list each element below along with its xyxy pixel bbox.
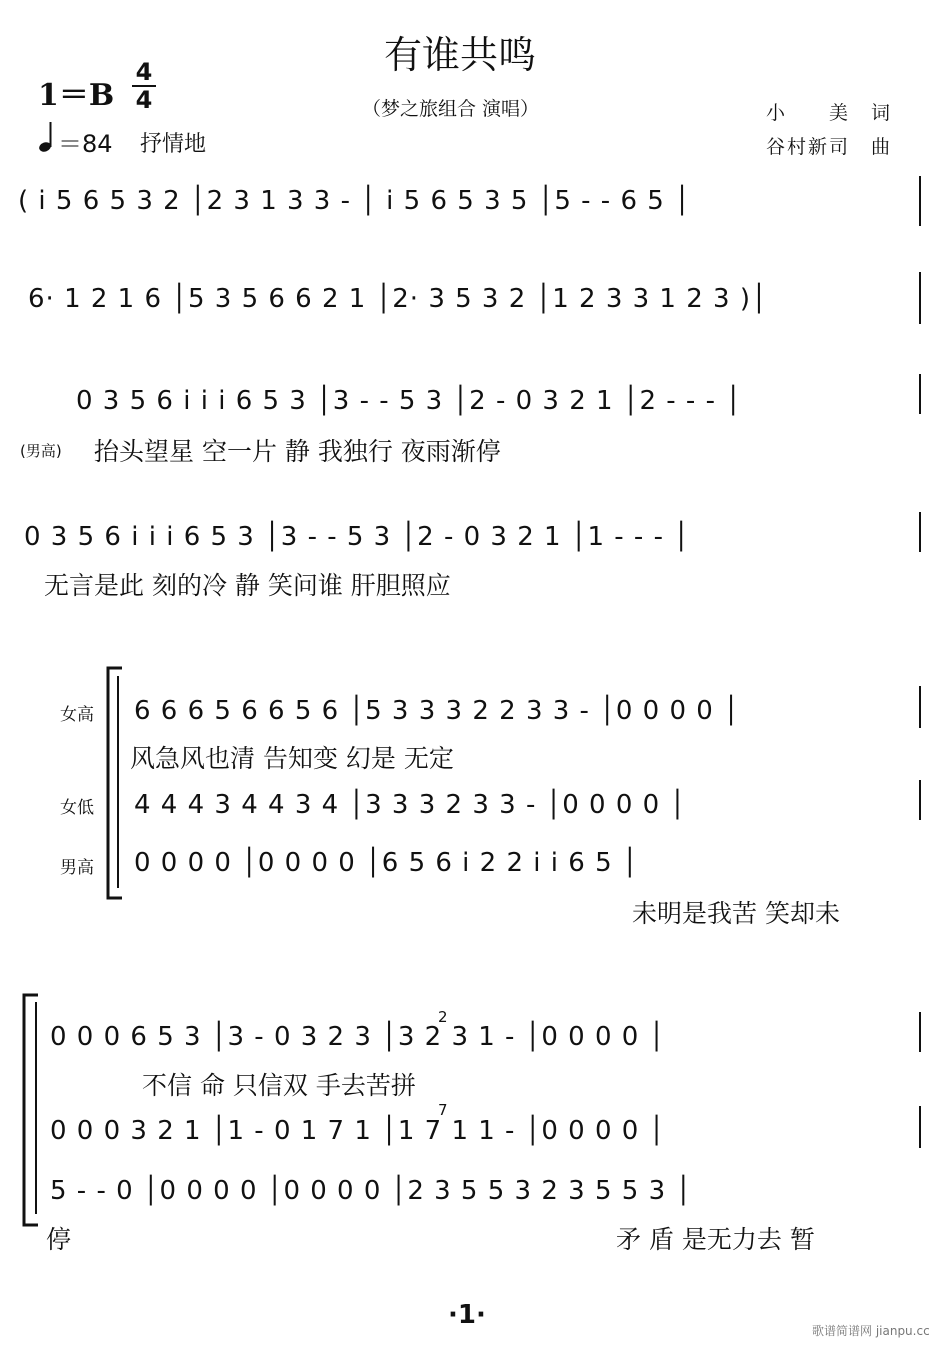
verse1-lyrics: 抬头望星 空一片 静 我独行 夜雨渐停 bbox=[94, 437, 501, 466]
watermark: 歌谱简谱网 jianpu.cc bbox=[812, 1324, 930, 1338]
verse1-part-label: (男高) bbox=[20, 442, 62, 460]
system2-alto-notes: 0 0 0 3 2 1 │1 - 0 1 7 1 │1 7 1 1 - │0 0 0 0 │ bbox=[50, 1116, 666, 1146]
key-signature: 1＝B bbox=[38, 78, 115, 113]
system2-tenor-lyrics-left: 停 bbox=[46, 1225, 72, 1254]
verse2-notes: 0 3 5 6 i i i 6 5 3 │3 - - 5 3 │2 - 0 3 2 1 │1 - - - │ bbox=[24, 522, 690, 552]
intro-line-1: ( i 5 6 5 3 2 │2 3 1 3 3 - │ i 5 6 5 3 5 │5 - - 6 5 │ bbox=[18, 186, 691, 216]
expression-marking: 抒情地 bbox=[140, 132, 207, 157]
time-signature bbox=[132, 60, 156, 112]
system1-tenor-lyrics: 未明是我苦 笑却未 bbox=[632, 899, 840, 928]
intro-line-2: 6· 1 2 1 6 │5 3 5 6 6 2 1 │2· 3 5 3 2 │1 2 3 3 1 2 3 )│ bbox=[28, 284, 768, 314]
tempo-marking: ＝84 bbox=[58, 130, 113, 158]
system2-soprano-notes: 0 0 0 6 5 3 │3 - 0 3 2 3 │3 2 3 1 - │0 0 0 0 │ bbox=[50, 1022, 666, 1052]
soprano-label: 女高 bbox=[60, 705, 94, 725]
system2-tenor-lyrics-right: 矛 盾 是无力去 暂 bbox=[616, 1225, 815, 1254]
grace-note-2: 7 bbox=[438, 1101, 448, 1119]
quarter-note-icon bbox=[38, 120, 58, 158]
alto-label: 女低 bbox=[60, 798, 94, 818]
lyricist-credit: 小 美 词 bbox=[766, 102, 893, 124]
page-number: ·1· bbox=[448, 1300, 486, 1330]
time-sig-top: 4 bbox=[135, 58, 153, 86]
subtitle: （梦之旅组合 演唱） bbox=[362, 98, 540, 120]
system1-alto-notes: 4 4 4 3 4 4 3 4 │3 3 3 2 3 3 - │0 0 0 0 │ bbox=[134, 790, 687, 820]
system2-tenor-notes: 5 - - 0 │0 0 0 0 │0 0 0 0 │2 3 5 5 3 2 3 5 5 3 │ bbox=[50, 1176, 693, 1206]
system2-soprano-lyrics: 不信 命 只信双 手去苦拼 bbox=[142, 1071, 416, 1100]
system1-soprano-lyrics: 风急风也清 告知变 幻是 无定 bbox=[130, 744, 454, 773]
time-sig-bottom: 4 bbox=[135, 86, 153, 114]
system1-tenor-notes: 0 0 0 0 │0 0 0 0 │6 5 6 i 2 2 i i 6 5 │ bbox=[134, 848, 639, 878]
grace-note-1: 2 bbox=[438, 1008, 448, 1026]
page-title: 有谁共鸣 bbox=[384, 33, 537, 77]
verse1-notes: 0 3 5 6 i i i 6 5 3 │3 - - 5 3 │2 - 0 3 2 1 │2 - - - │ bbox=[76, 386, 742, 416]
verse2-lyrics: 无言是此 刻的冷 静 笑问谁 肝胆照应 bbox=[44, 571, 451, 600]
tenor-label: 男高 bbox=[60, 858, 94, 878]
composer-credit: 谷村新司 曲 bbox=[766, 136, 893, 158]
system1-soprano-notes: 6 6 6 5 6 6 5 6 │5 3 3 3 2 2 3 3 - │0 0 0 0 │ bbox=[134, 696, 740, 726]
